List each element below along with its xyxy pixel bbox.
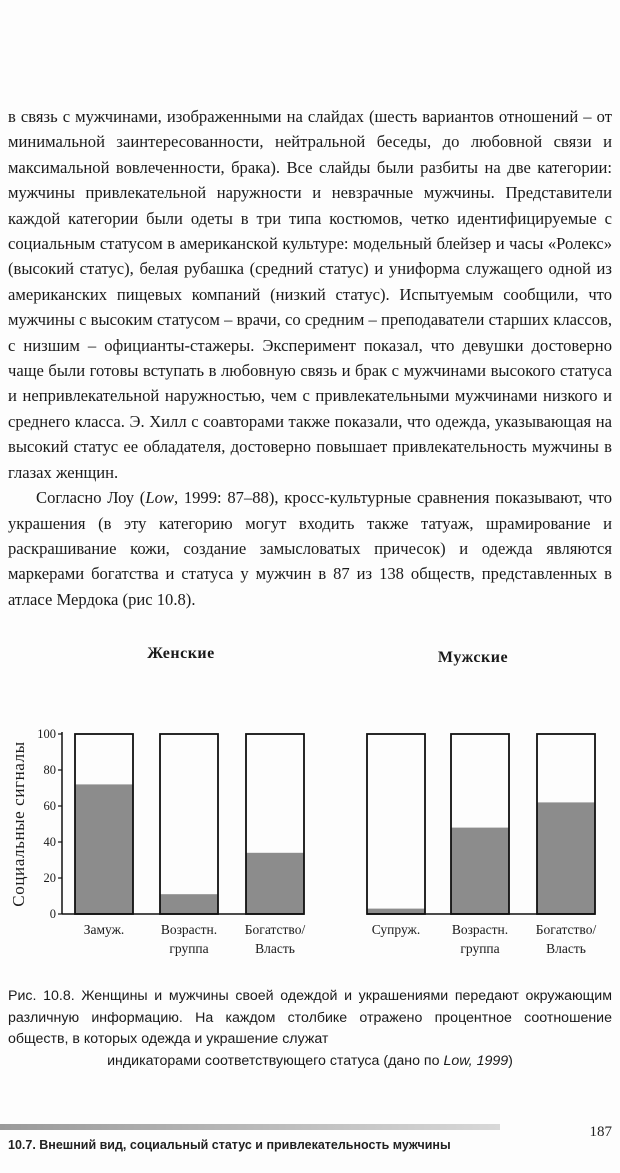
y-tick-label-80: 80 bbox=[43, 763, 56, 777]
y-axis-label: Социальные сигналы bbox=[9, 741, 28, 907]
y-tick-label-0: 0 bbox=[49, 907, 56, 921]
page-number: 187 bbox=[589, 1124, 612, 1140]
caption-last-line bbox=[8, 1051, 612, 1073]
category-label-1-2-1: Власть bbox=[546, 941, 586, 956]
y-tick-label-100: 100 bbox=[37, 727, 56, 741]
category-label-0-1-0: Возрастн. bbox=[160, 922, 218, 937]
chart-title-0: Женские bbox=[147, 645, 215, 662]
bar-frame-1-0 bbox=[367, 734, 425, 914]
bar-fill-0-1 bbox=[160, 894, 218, 914]
bar-frame-0-1 bbox=[160, 734, 218, 914]
category-label-0-1-1: группа bbox=[169, 941, 209, 956]
caption-citation: Low, 1999 bbox=[443, 1052, 509, 1069]
bar-fill-0-2 bbox=[246, 853, 304, 914]
paragraph-2-rest: , 1999: 87–88), кросс-культурные сравнения показывают, что украшения (в эту категорию могут входить также татуаж, шрамирование и раскрашивание кожи, создание замысловатых причесок) и одежда являются маркерами богатства и статуса у мужчин в 87 из 138 обществ, представленных в атласе Мердока (рис 10.8). bbox=[8, 488, 612, 609]
y-tick-label-60: 60 bbox=[43, 799, 56, 813]
y-tick-label-20: 20 bbox=[43, 871, 56, 885]
paragraph-1: в связь с мужчинами, изображенными на слайдах (шесть вариантов отношений – от минимальной заинтересованности, нейтральной беседы, до любовной связи и максимальной вовлеченности, брака). Все слайды были разбиты на две категории: мужчины привлекательной наружности и невзрачные мужчины. Представители каждой категории были одеты в три типа костюмов, четко идентифицируемые с социальным статусом в американской культуре: модельный блейзер и часы «Ролекс» (высокий статус), белая рубашка (средний статус) и униформа служащего одной из американских пищевых компаний (низкий статус). Испытуемым сообщили, что мужчины с высоким статусом – врачи, со средним – преподаватели старших классов, с низшим – официанты-стажеры. Эксперимент показал, что девушки достоверно чаще были готовы вступать в любовную связь и брак с мужчинами высокого статуса и непривлекательной наружностью, чем с привлекательными мужчинами низкого и среднего класса. Э. Хилл с соавторами также показали, что одежда, указывающая на высокий статус ее обладателя, достоверно повышает привлекательность мужчины в глазах женщин. bbox=[8, 107, 612, 482]
category-label-1-1-0: Возрастн. bbox=[451, 922, 509, 937]
figure-10-8 bbox=[0, 638, 620, 968]
bar-charts bbox=[0, 638, 620, 968]
caption-last-start: индикаторами соответствующего статуса (дано по bbox=[107, 1052, 444, 1069]
bar-fill-1-1 bbox=[451, 828, 509, 914]
chart-title-1: Мужские bbox=[437, 649, 509, 666]
y-tick-label-40: 40 bbox=[43, 835, 56, 849]
category-label-1-2-0: Богатство/ bbox=[535, 922, 597, 937]
figure-caption bbox=[8, 986, 612, 1072]
caption-last-end: ) bbox=[508, 1052, 513, 1069]
running-footer-title: 10.7. Внешний вид, социальный статус и привлекательность мужчины bbox=[8, 1138, 451, 1152]
paragraph-2-start: Согласно Лоу ( bbox=[36, 488, 146, 508]
category-label-0-0-0: Замуж. bbox=[83, 922, 125, 937]
category-label-1-1-1: группа bbox=[460, 941, 500, 956]
footer-rule bbox=[0, 1124, 500, 1130]
paragraph-2 bbox=[8, 485, 612, 612]
category-label-0-2-1: Власть bbox=[255, 941, 295, 956]
bar-fill-0-0 bbox=[75, 784, 133, 914]
caption-main: Рис. 10.8. Женщины и мужчины своей одеждой и украшениями передают окружающим различную информацию. На каждом столбике отражено процентное соотношение обществ, в которых одежда и украшение служат bbox=[8, 988, 612, 1047]
category-label-0-2-0: Богатство/ bbox=[244, 922, 306, 937]
body-text bbox=[8, 104, 612, 612]
category-label-1-0-0: Супруж. bbox=[371, 922, 421, 937]
bar-fill-1-2 bbox=[537, 802, 595, 914]
citation-low: Low bbox=[145, 488, 174, 508]
